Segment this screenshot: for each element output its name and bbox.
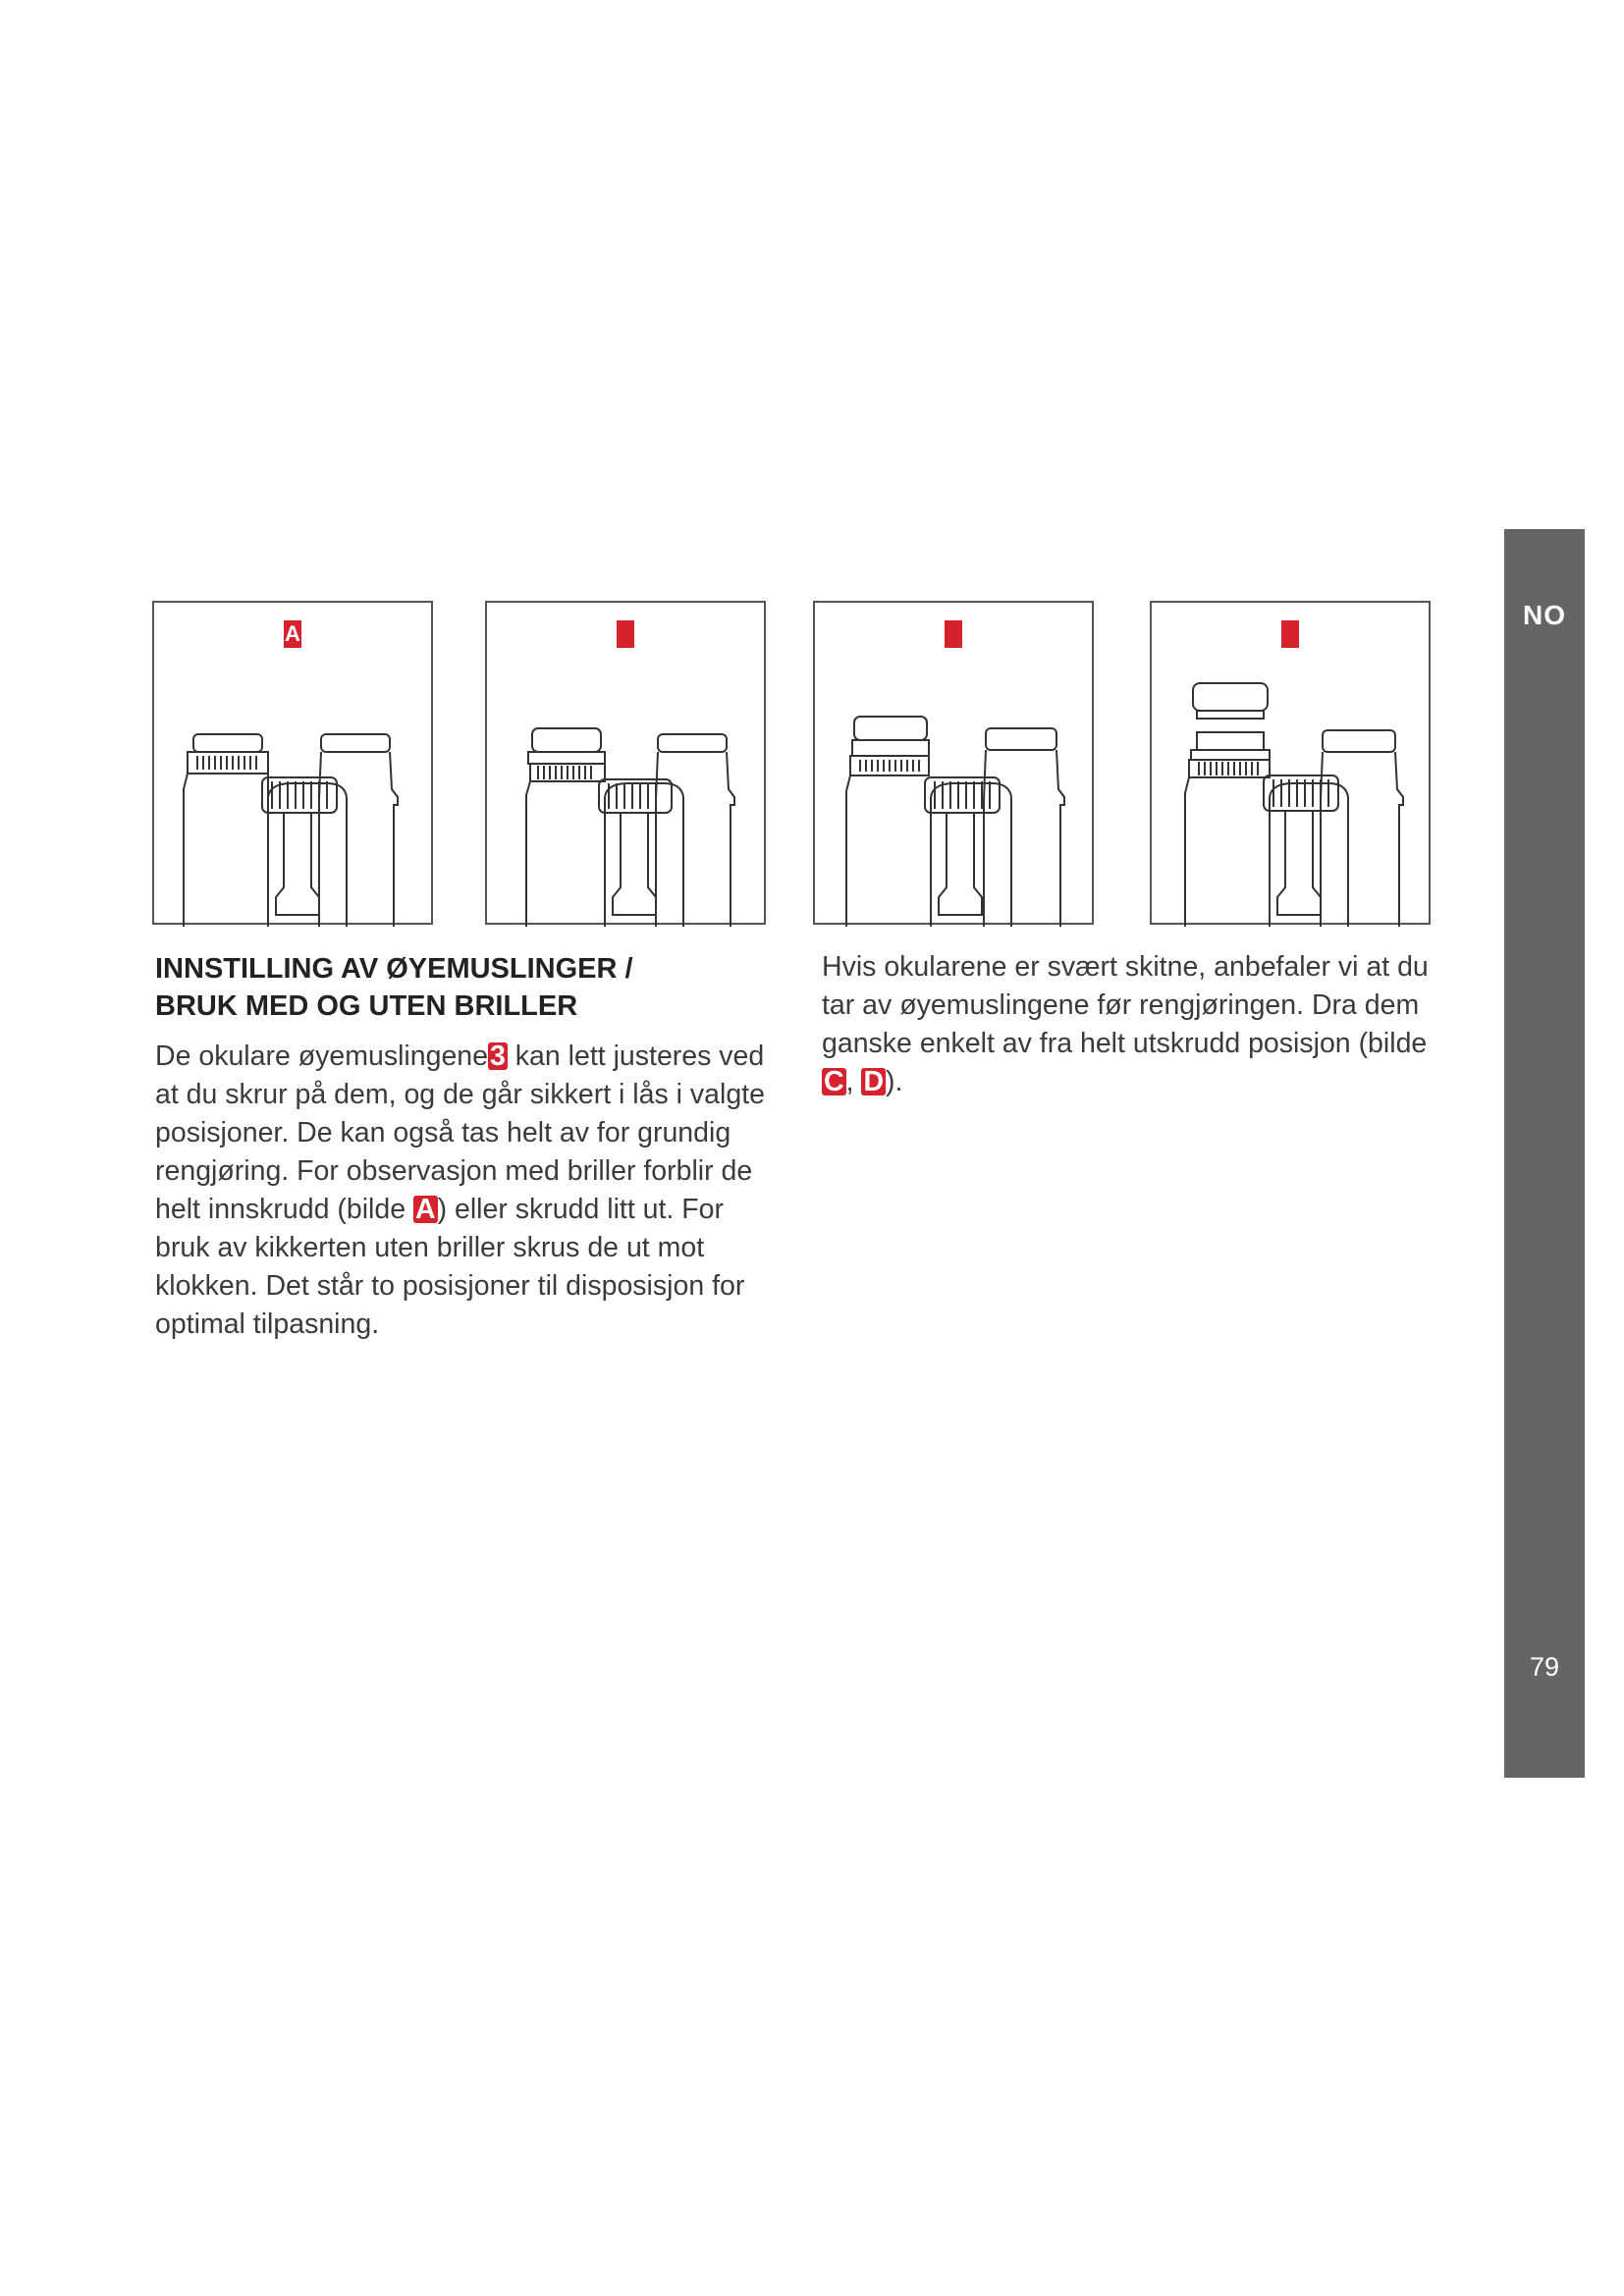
language-tab [1504,529,1585,1778]
language-label: NO [1523,600,1566,630]
binocular-drawing [154,603,435,927]
left-paragraph [155,1038,784,1344]
binocular-drawing [487,603,768,927]
figure-d [1150,601,1431,925]
reference-badge-a: A [415,1194,436,1225]
left-text-2: kan lett justeres ved at du skrur på dem, og de går sikkert i lås i valgte posisjoner. De kan også tas helt av for grundig rengjøring. For observasjon med briller forblir de helt innskrudd (bilde [155,1041,765,1225]
left-text-3: ) eller skrudd litt ut. For bruk av kikkerten uten briller skrus de ut mot klokken. Det står to posisjoner til disposisjon for optimal tilpasning. [155,1194,745,1340]
section-heading [155,950,666,1025]
left-text-1: De okulare øyemuslingene [155,1041,489,1072]
page-number: 79 [1529,1652,1560,1682]
figure-label-d [1281,620,1299,648]
right-text-1: Hvis okularene er svært skitne, anbefaler vi at du tar av øyemuslingene før rengjøringen. Dra dem ganske enkelt av fra helt utskrudd posisjon (bilde [822,951,1429,1059]
binocular-drawing [1152,603,1433,927]
figure-a [152,601,433,925]
figure-b [485,601,766,925]
right-paragraph [822,948,1450,1101]
figure-label-b [617,620,634,648]
binocular-drawing [815,603,1096,927]
right-text-2: ). [886,1066,903,1097]
figure-label-c [945,620,962,648]
reference-badge-c: C [824,1066,844,1097]
heading-line-2: BRUK MED OG UTEN BRILLER [155,990,578,1022]
heading-line-1: INNSTILLING AV ØYEMUSLINGER / [155,953,633,985]
right-text-sep: , [845,1066,862,1097]
reference-badge-d: D [863,1066,885,1097]
reference-badge-3: 3 [490,1041,506,1072]
figure-label-a: A [285,621,300,646]
figure-c [813,601,1094,925]
